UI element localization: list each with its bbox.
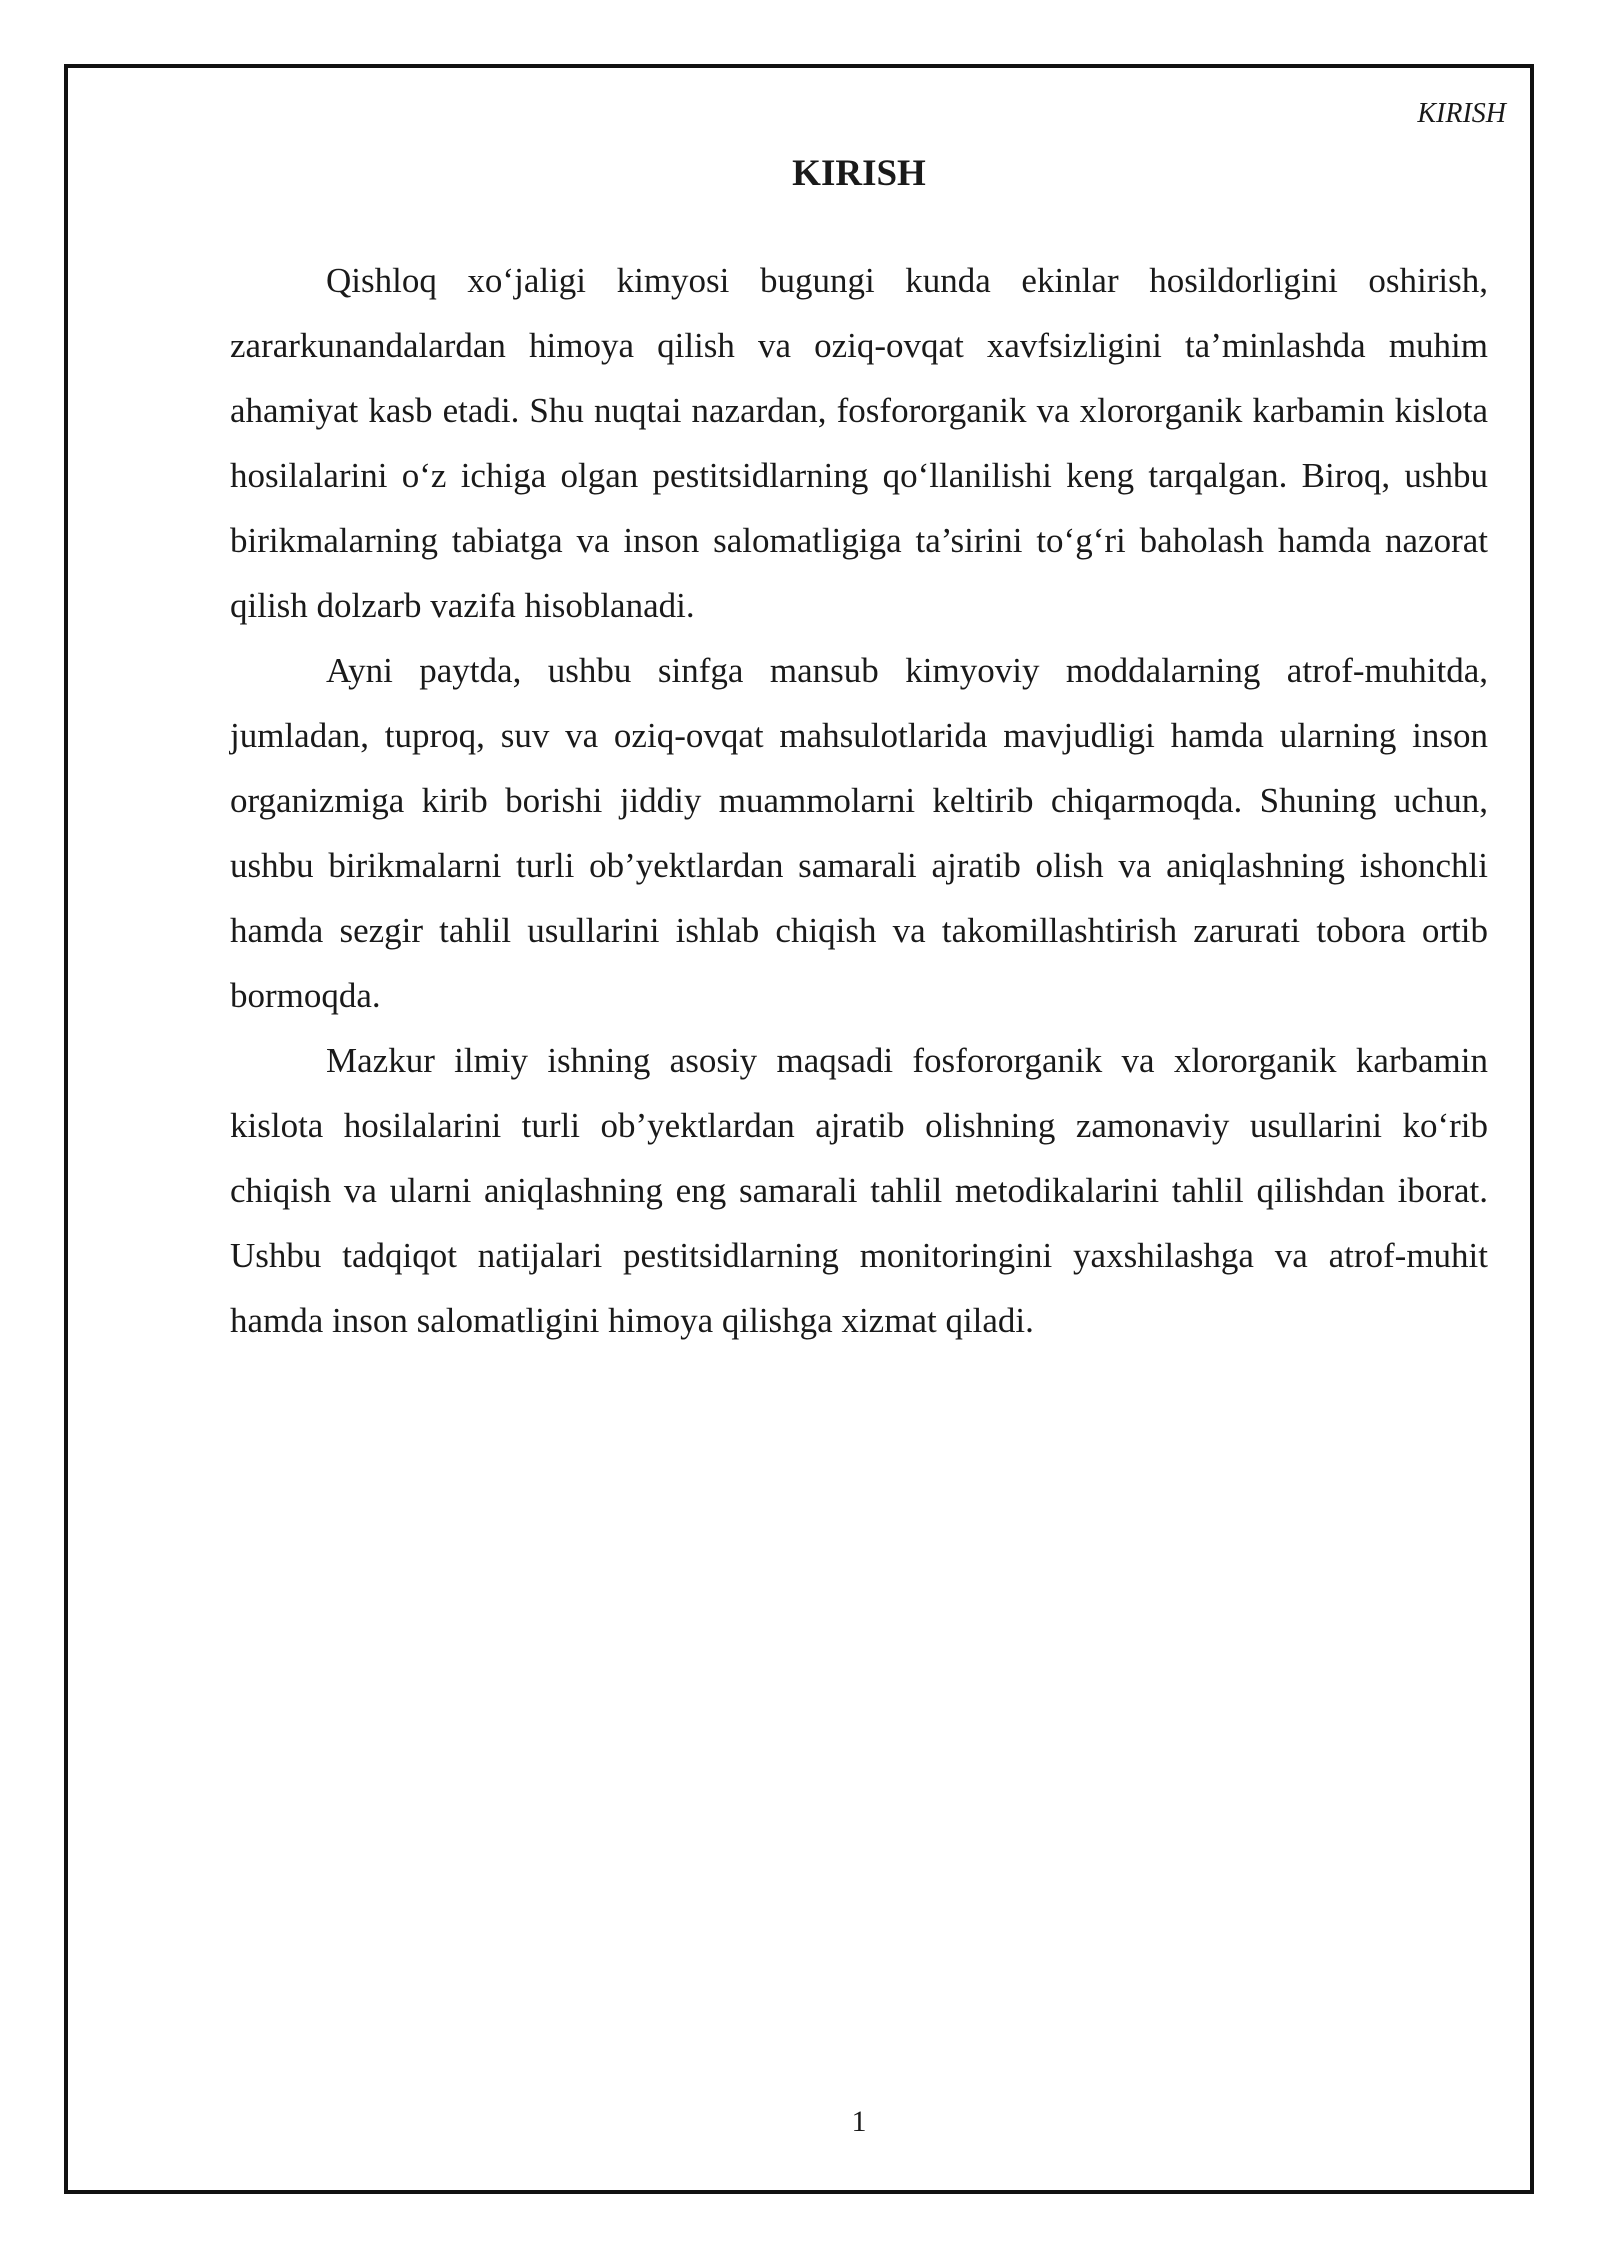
running-header: KIRISH (1417, 98, 1506, 129)
paragraph-2: Ayni paytda, ushbu sinfga mansub kimyoviy moddalarning atrof-muhitda, jumladan, tuproq, suv va oziq-ovqat mahsulotlarida mavjudligi hamda ularning inson organizmiga kirib borishi jiddiy muammolarni keltirib chiqarmoqda. Shuning uchun, ushbu birikmalarni turli ob’yektlardan samarali ajratib olish va aniqlashning ishonchli hamda sezgir tahlil usullarini ishlab chiqish va takomillashtirish zarurati tobora ortib bormoqda. (230, 651, 1488, 1015)
page-title: KIRISH (792, 153, 926, 194)
body-text (230, 248, 1488, 1353)
paragraph-1: Qishloq xo‘jaligi kimyosi bugungi kunda ekinlar hosildorligini oshirish, zararkunandalardan himoya qilish va oziq-ovqat xavfsizligini ta’minlashda muhim ahamiyat kasb etadi. Shu nuqtai nazardan, fosfororganik va xlororganik karbamin kislota hosilalarini o‘z ichiga olgan pestitsidlarning qo‘llanilishi keng tarqalgan. Biroq, ushbu birikmalarning tabiatga va inson salomatligiga ta’sirini to‘g‘ri baholash hamda nazorat qilish dolzarb vazifa hisoblanadi. (230, 261, 1488, 625)
paragraph-3: Mazkur ilmiy ishning asosiy maqsadi fosfororganik va xlororganik karbamin kislota hosilalarini turli ob’yektlardan ajratib olishning zamonaviy usullarini ko‘rib chiqish va ularni aniqlashning eng samarali tahlil metodikalarini tahlil qilishdan iborat. Ushbu tadqiqot natijalari pestitsidlarning monitoringini yaxshilashga va atrof-muhit hamda inson salomatligini himoya qilishga xizmat qiladi. (230, 1041, 1488, 1340)
page-number: 1 (851, 2105, 867, 2138)
